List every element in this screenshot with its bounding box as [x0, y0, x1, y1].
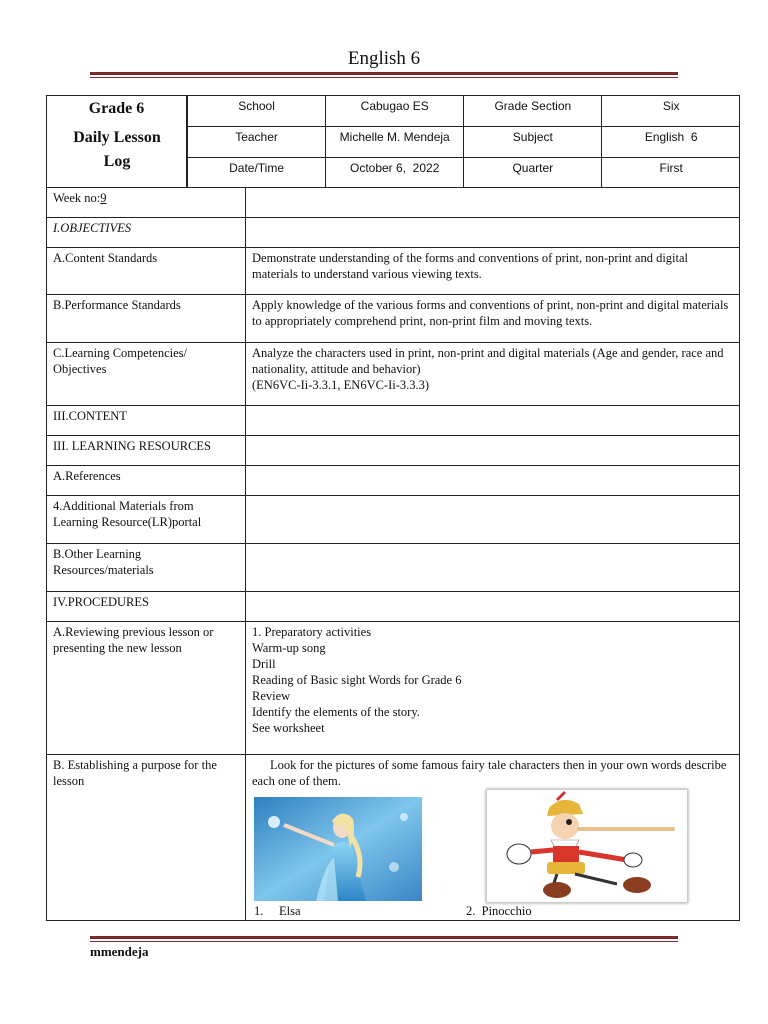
footer-author: mmendeja [90, 944, 149, 959]
caption-pinocchio: 2. Pinocchio [466, 904, 532, 918]
objectives-content [246, 218, 740, 248]
references-label: A.References [47, 466, 246, 496]
elsa-image [254, 797, 422, 901]
quarter-value: First [602, 157, 740, 188]
competencies-codes: (EN6VC-Ii-3.3.1, EN6VC-Ii-3.3.3) [252, 378, 430, 392]
lesson-log-table [46, 187, 740, 921]
reviewing-cell [246, 622, 740, 755]
reviewing-line: Review [252, 689, 291, 703]
additional-materials-label: 4.Additional Materials from Learning Resource(LR)portal [47, 496, 246, 544]
performance-standards-label: B.Performance Standards [47, 295, 246, 343]
content-heading: III.CONTENT [47, 406, 246, 436]
teacher-label: Teacher [188, 127, 326, 158]
header-grade-cell [47, 96, 187, 188]
reviewing-label: A.Reviewing previous lesson or presenting the new lesson [47, 622, 246, 755]
subject-value: English 6 [602, 127, 740, 158]
other-resources-label: B.Other Learning Resources/materials [47, 544, 246, 592]
reviewing-line: Warm-up song [252, 641, 326, 655]
competencies-cell [246, 343, 740, 406]
grade-section-value: Six [602, 96, 740, 127]
school-value: Cabugao ES [326, 96, 464, 127]
reviewing-line: Identify the elements of the story. [252, 705, 420, 719]
competencies-label: C.Learning Competencies/ Objectives [47, 343, 246, 406]
procedures-heading: IV.PROCEDURES [47, 592, 246, 622]
week-label: Week no: [53, 191, 101, 205]
grade-section-label: Grade Section [464, 96, 602, 127]
grade-label: Grade 6 [88, 100, 145, 117]
procedures-value [246, 592, 740, 622]
content-standards-label: A.Content Standards [47, 248, 246, 295]
references-value [246, 466, 740, 496]
document-title: English 6 [347, 48, 421, 69]
top-divider [90, 72, 678, 78]
bottom-divider [90, 936, 678, 942]
competencies-text: Analyze the characters used in print, non-print and digital materials (Age and gender, race and nationality, attitude and behavior) [252, 346, 724, 376]
learning-resources-heading: III. LEARNING RESOURCES [47, 436, 246, 466]
purpose-label: B. Establishing a purpose for the lesson [47, 755, 246, 921]
reviewing-line: See worksheet [252, 721, 325, 735]
caption-elsa: 1. Elsa [254, 904, 301, 918]
subject-label: Subject [464, 127, 602, 158]
objectives-heading: I.OBJECTIVES [47, 218, 246, 248]
week-content [246, 188, 740, 218]
header-info-grid [187, 96, 740, 188]
teacher-value: Michelle M. Mendeja [326, 127, 464, 158]
purpose-text: Look for the pictures of some famous fairy tale characters then in your own words describe each one of them. [252, 758, 727, 788]
pinocchio-image [486, 789, 688, 903]
other-resources-value [246, 544, 740, 592]
reviewing-line: Reading of Basic sight Words for Grade 6 [252, 673, 462, 687]
reviewing-line: Drill [252, 657, 276, 671]
daily-lesson-log-label: Daily Lesson Log [73, 129, 161, 170]
content-standards-text: Demonstrate understanding of the forms and conventions of print, non-print and digital materials to understand various viewing texts. [246, 248, 740, 295]
character-pictures [252, 789, 733, 918]
week-number: 9 [100, 191, 107, 205]
performance-standards-text: Apply knowledge of the various forms and conventions of print, non-print and digital materials to appropriately comprehend print, non-print film and moving texts. [246, 295, 740, 343]
content-value [246, 406, 740, 436]
learning-resources-value [246, 436, 740, 466]
header-block [46, 95, 740, 188]
datetime-value: October 6, 2022 [326, 157, 464, 188]
quarter-label: Quarter [464, 157, 602, 188]
datetime-label: Date/Time [188, 157, 326, 188]
reviewing-line: 1. Preparatory activities [252, 625, 372, 639]
school-label: School [188, 96, 326, 127]
week-cell [47, 188, 246, 218]
purpose-cell [246, 755, 740, 921]
additional-materials-value [246, 496, 740, 544]
